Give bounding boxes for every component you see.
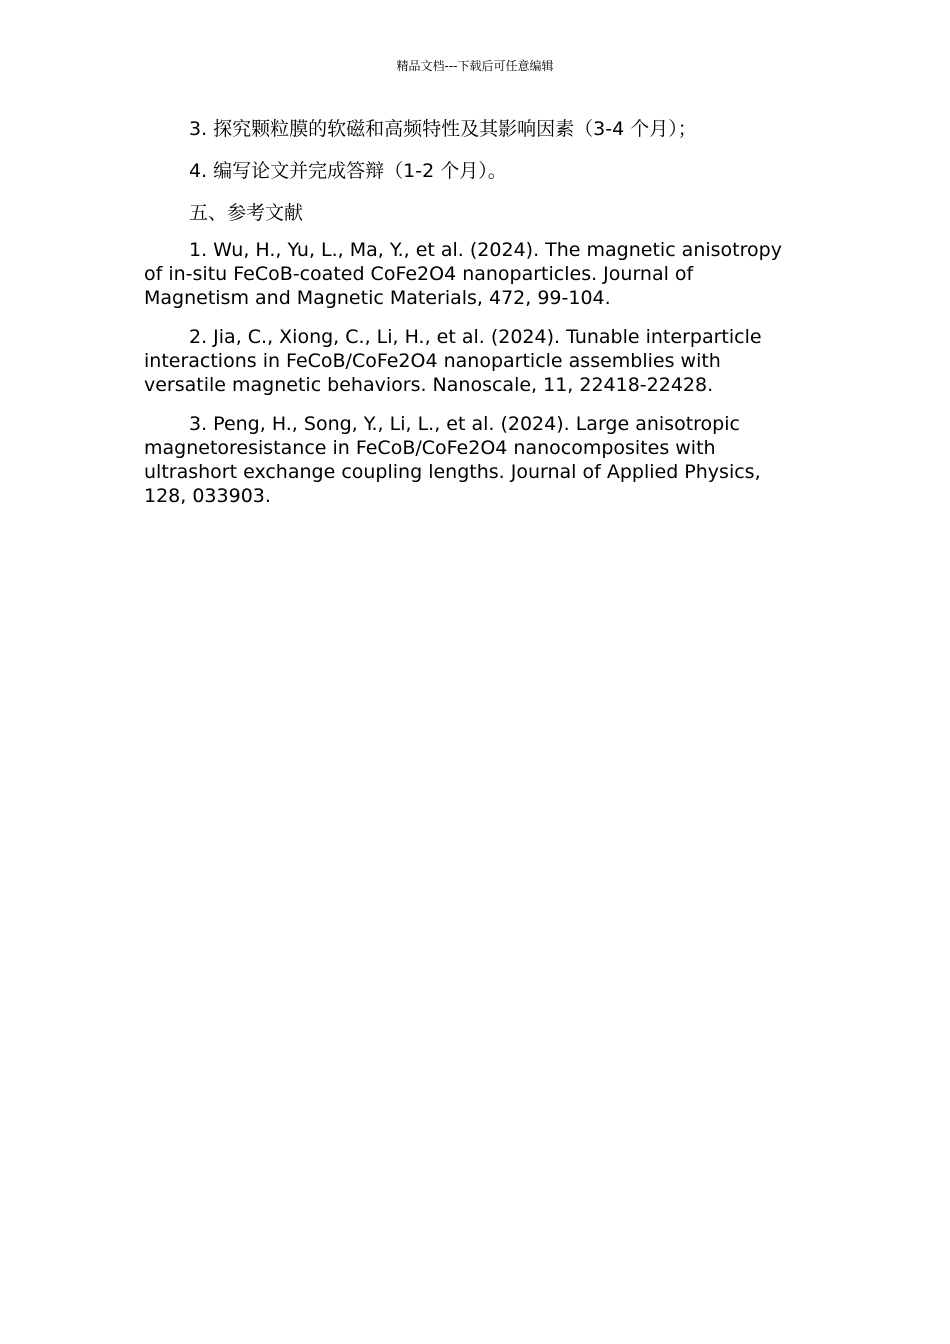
plan-step-4: 4. 编写论文并完成答辩（1-2 个月）。 [189, 160, 507, 182]
reference-item-2: 2. Jia, C., Xiong, C., Li, H., et al. (2024). Tunable interparticle interactions in FeCoB/CoFe2O4 nanoparticle assemblies with versatile magnetic behaviors. Nanoscale, 11, 22418-22428. [144, 326, 762, 396]
page-header: 精品文档---下载后可任意编辑 [396, 59, 554, 73]
plan-step-3: 3. 探究颗粒膜的软磁和高频特性及其影响因素（3-4 个月）； [189, 118, 697, 140]
references-heading: 五、参考文献 [189, 202, 304, 224]
reference-item-1: 1. Wu, H., Yu, L., Ma, Y., et al. (2024). The magnetic anisotropy of in-situ FeCoB-coated CoFe2O4 nanoparticles. Journal of Magnetism and Magnetic Materials, 472, 99-104. [144, 239, 782, 309]
document-body [144, 116, 804, 523]
reference-item-3: 3. Peng, H., Song, Y., Li, L., et al. (2024). Large anisotropic magnetoresistance in FeCoB/CoFe2O4 nanocomposites with ultrashort exchange coupling lengths. Journal of Applied Physics, 128, 033903. [144, 413, 761, 507]
